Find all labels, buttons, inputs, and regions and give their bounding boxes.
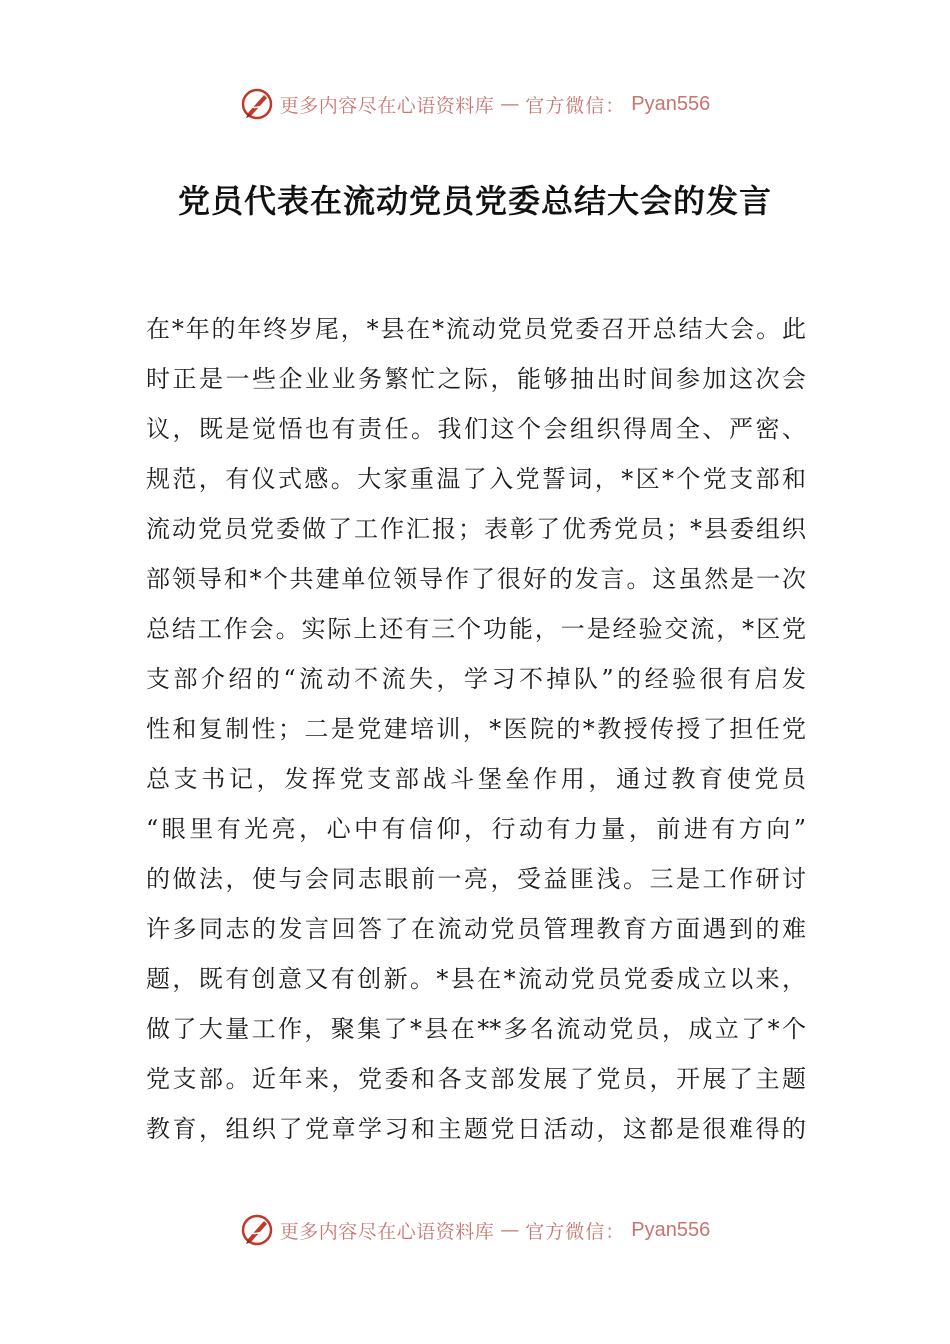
body-line: 议，既是觉悟也有责任。我们这个会组织得周全、严密、 bbox=[146, 415, 806, 443]
body-line: 党支部。近年来，党委和各支部发展了党员，开展了主题 bbox=[146, 1065, 806, 1093]
pen-logo-icon bbox=[240, 87, 274, 121]
body-line: 总支书记，发挥党支部战斗堡垒作用，通过教育使党员 bbox=[146, 765, 806, 793]
body-line: 时正是一些企业业务繁忙之际，能够抽出时间参加这次会 bbox=[146, 365, 806, 393]
footer-banner bbox=[0, 1208, 950, 1252]
banner-separator: — bbox=[500, 93, 520, 115]
body-line: 题，既有创意又有创新。*县在*流动党员党委成立以来， bbox=[146, 965, 806, 993]
body-line: 流动党员党委做了工作汇报；表彰了优秀党员；*县委组织 bbox=[146, 515, 806, 543]
body-line: 做了大量工作，聚集了*县在**多名流动党员，成立了*个 bbox=[146, 1015, 806, 1043]
body-line: 规范，有仪式感。大家重温了入党誓词，*区*个党支部和 bbox=[146, 465, 806, 493]
body-line: 许多同志的发言回答了在流动党员管理教育方面遇到的难 bbox=[146, 915, 806, 943]
document-title: 党员代表在流动党员党委总结大会的发言 bbox=[177, 182, 772, 220]
body-line: “眼里有光亮，心中有信仰，行动有力量，前进有方向” bbox=[146, 815, 806, 843]
banner-brand-text: 更多内容尽在心语资料库 bbox=[279, 94, 495, 117]
pen-logo-icon bbox=[240, 1213, 274, 1247]
banner-brand-text: 更多内容尽在心语资料库 bbox=[279, 1220, 495, 1243]
body-line: 在*年的年终岁尾，*县在*流动党员党委召开总结大会。此 bbox=[146, 315, 806, 343]
document-body bbox=[146, 304, 806, 1154]
banner-separator: — bbox=[500, 1219, 520, 1241]
body-line: 支部介绍的“流动不流失，学习不掉队”的经验很有启发 bbox=[146, 665, 806, 693]
banner-wechat-label: 官方微信： bbox=[525, 1220, 626, 1243]
banner-wechat-label: 官方微信： bbox=[525, 94, 626, 117]
body-line: 的做法，使与会同志眼前一亮，受益匪浅。三是工作研讨 bbox=[146, 865, 806, 893]
body-line: 总结工作会。实际上还有三个功能，一是经验交流，*区党 bbox=[146, 615, 806, 643]
body-line: 教育，组织了党章学习和主题党日活动，这都是很难得的 bbox=[146, 1115, 806, 1143]
header-banner bbox=[0, 82, 950, 126]
body-line: 部领导和*个共建单位领导作了很好的发言。这虽然是一次 bbox=[146, 565, 806, 593]
banner-wechat-id: Pyan556 bbox=[631, 1218, 711, 1241]
body-line: 性和复制性；二是党建培训，*医院的*教授传授了担任党 bbox=[146, 715, 806, 743]
banner-wechat-id: Pyan556 bbox=[631, 92, 711, 115]
